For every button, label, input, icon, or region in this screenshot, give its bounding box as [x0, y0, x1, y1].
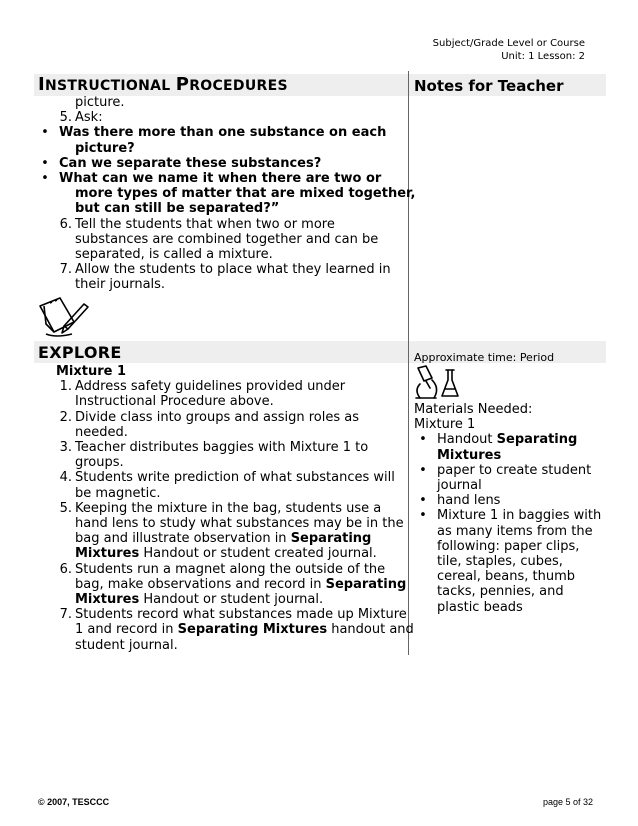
- explore-title: EXPLORE: [38, 343, 122, 362]
- materials-needed-label: Materials Needed:: [414, 402, 533, 417]
- explore-content: Mixture 1 1. Address safety guidelines provided under Instructional Procedure above. 2. Divide class into groups and assign roles as needed. 3. Teacher distributes baggies with Mixture 1 to groups. 4. Students write prediction of what substances will be magnetic. 5. Keeping the mixture in the bag, students use a hand lens to study what substances may be in the bag and illustrate observation in Separating Mixtures Handout or student created journal. 6. Students run a magnet along the outside of the bag, make observations and record in Separating Mixtures Handout or student journal. 7. Students record what substances made up Mixture 1 and record in Separating Mixtures handout and student journal.: [52, 364, 414, 653]
- page-header: [433, 37, 585, 63]
- instructional-procedures-title: INSTRUCTIONAL PROCEDURES: [38, 74, 288, 95]
- material-handout: • Handout Separating: [419, 432, 578, 448]
- instructional-content: picture. 5. Ask: • Was there more than one substance on each picture? • Can we separate these substances? • What can we name it when there are two or more types of matter that are mixed together, but can still be separated?” 6. Tell the students that when two or more substances are combined together and can be separated, is called a mixture. 7. Allow the students to place what they learned in their journals.: [52, 95, 415, 293]
- explore-step-7: 7. Students record what substances made up Mixture: [59, 607, 407, 623]
- explore-step-4: 4. Students write prediction of what substances will: [59, 470, 395, 486]
- microscope-flask-icon: [412, 364, 464, 402]
- course-label: Subject/Grade Level or Course: [432, 38, 585, 49]
- material-paper: • paper to create student: [419, 462, 592, 478]
- mixture-1-label: Mixture 1: [414, 417, 476, 433]
- step-6: 6. Tell the students that when two or more: [59, 216, 335, 232]
- question-3: • What can we name it when there are two or: [41, 171, 382, 187]
- explore-step-1: 1. Address safety guidelines provided under: [59, 379, 346, 395]
- explore-step-5: 5. Keeping the mixture in the bag, students use a: [59, 500, 382, 516]
- explore-step-2: 2. Divide class into groups and assign roles as: [59, 409, 360, 425]
- question-2: • Can we separate these substances?: [41, 155, 322, 171]
- notes-materials: Materials Needed: Mixture 1 • Handout Separating Mixtures • paper to create student journal • hand lens • Mixture 1 in baggies with as many items from the following: paper clips, tile, staples, cubes, cereal, beans, thumb tacks, pennies, and plastic beads: [414, 402, 602, 615]
- question-1: • Was there more than one substance on each: [41, 125, 387, 141]
- material-hand-lens: • hand lens: [419, 493, 501, 509]
- step-5: 5. Ask:: [59, 110, 103, 126]
- unit-lesson-label: Unit: 1 Lesson: 2: [501, 51, 585, 62]
- material-mixture-baggies: • Mixture 1 in baggies with: [419, 508, 602, 524]
- explore-step-3: 3. Teacher distributes baggies with Mixture 1 to: [59, 440, 369, 456]
- step-7: 7. Allow the students to place what they learned in: [59, 262, 391, 278]
- journal-writing-icon: [36, 294, 92, 340]
- page-number: page 5 of 32: [542, 797, 593, 807]
- mixture-1-subhead: Mixture 1: [56, 364, 127, 379]
- approximate-time: Approximate time: Period: [414, 351, 555, 364]
- continued-text: picture.: [75, 95, 125, 110]
- copyright: © 2007, TESCCC: [38, 797, 110, 807]
- explore-step-6: 6. Students run a magnet along the outside of the: [59, 561, 386, 577]
- notes-for-teacher-title: Notes for Teacher: [414, 77, 564, 95]
